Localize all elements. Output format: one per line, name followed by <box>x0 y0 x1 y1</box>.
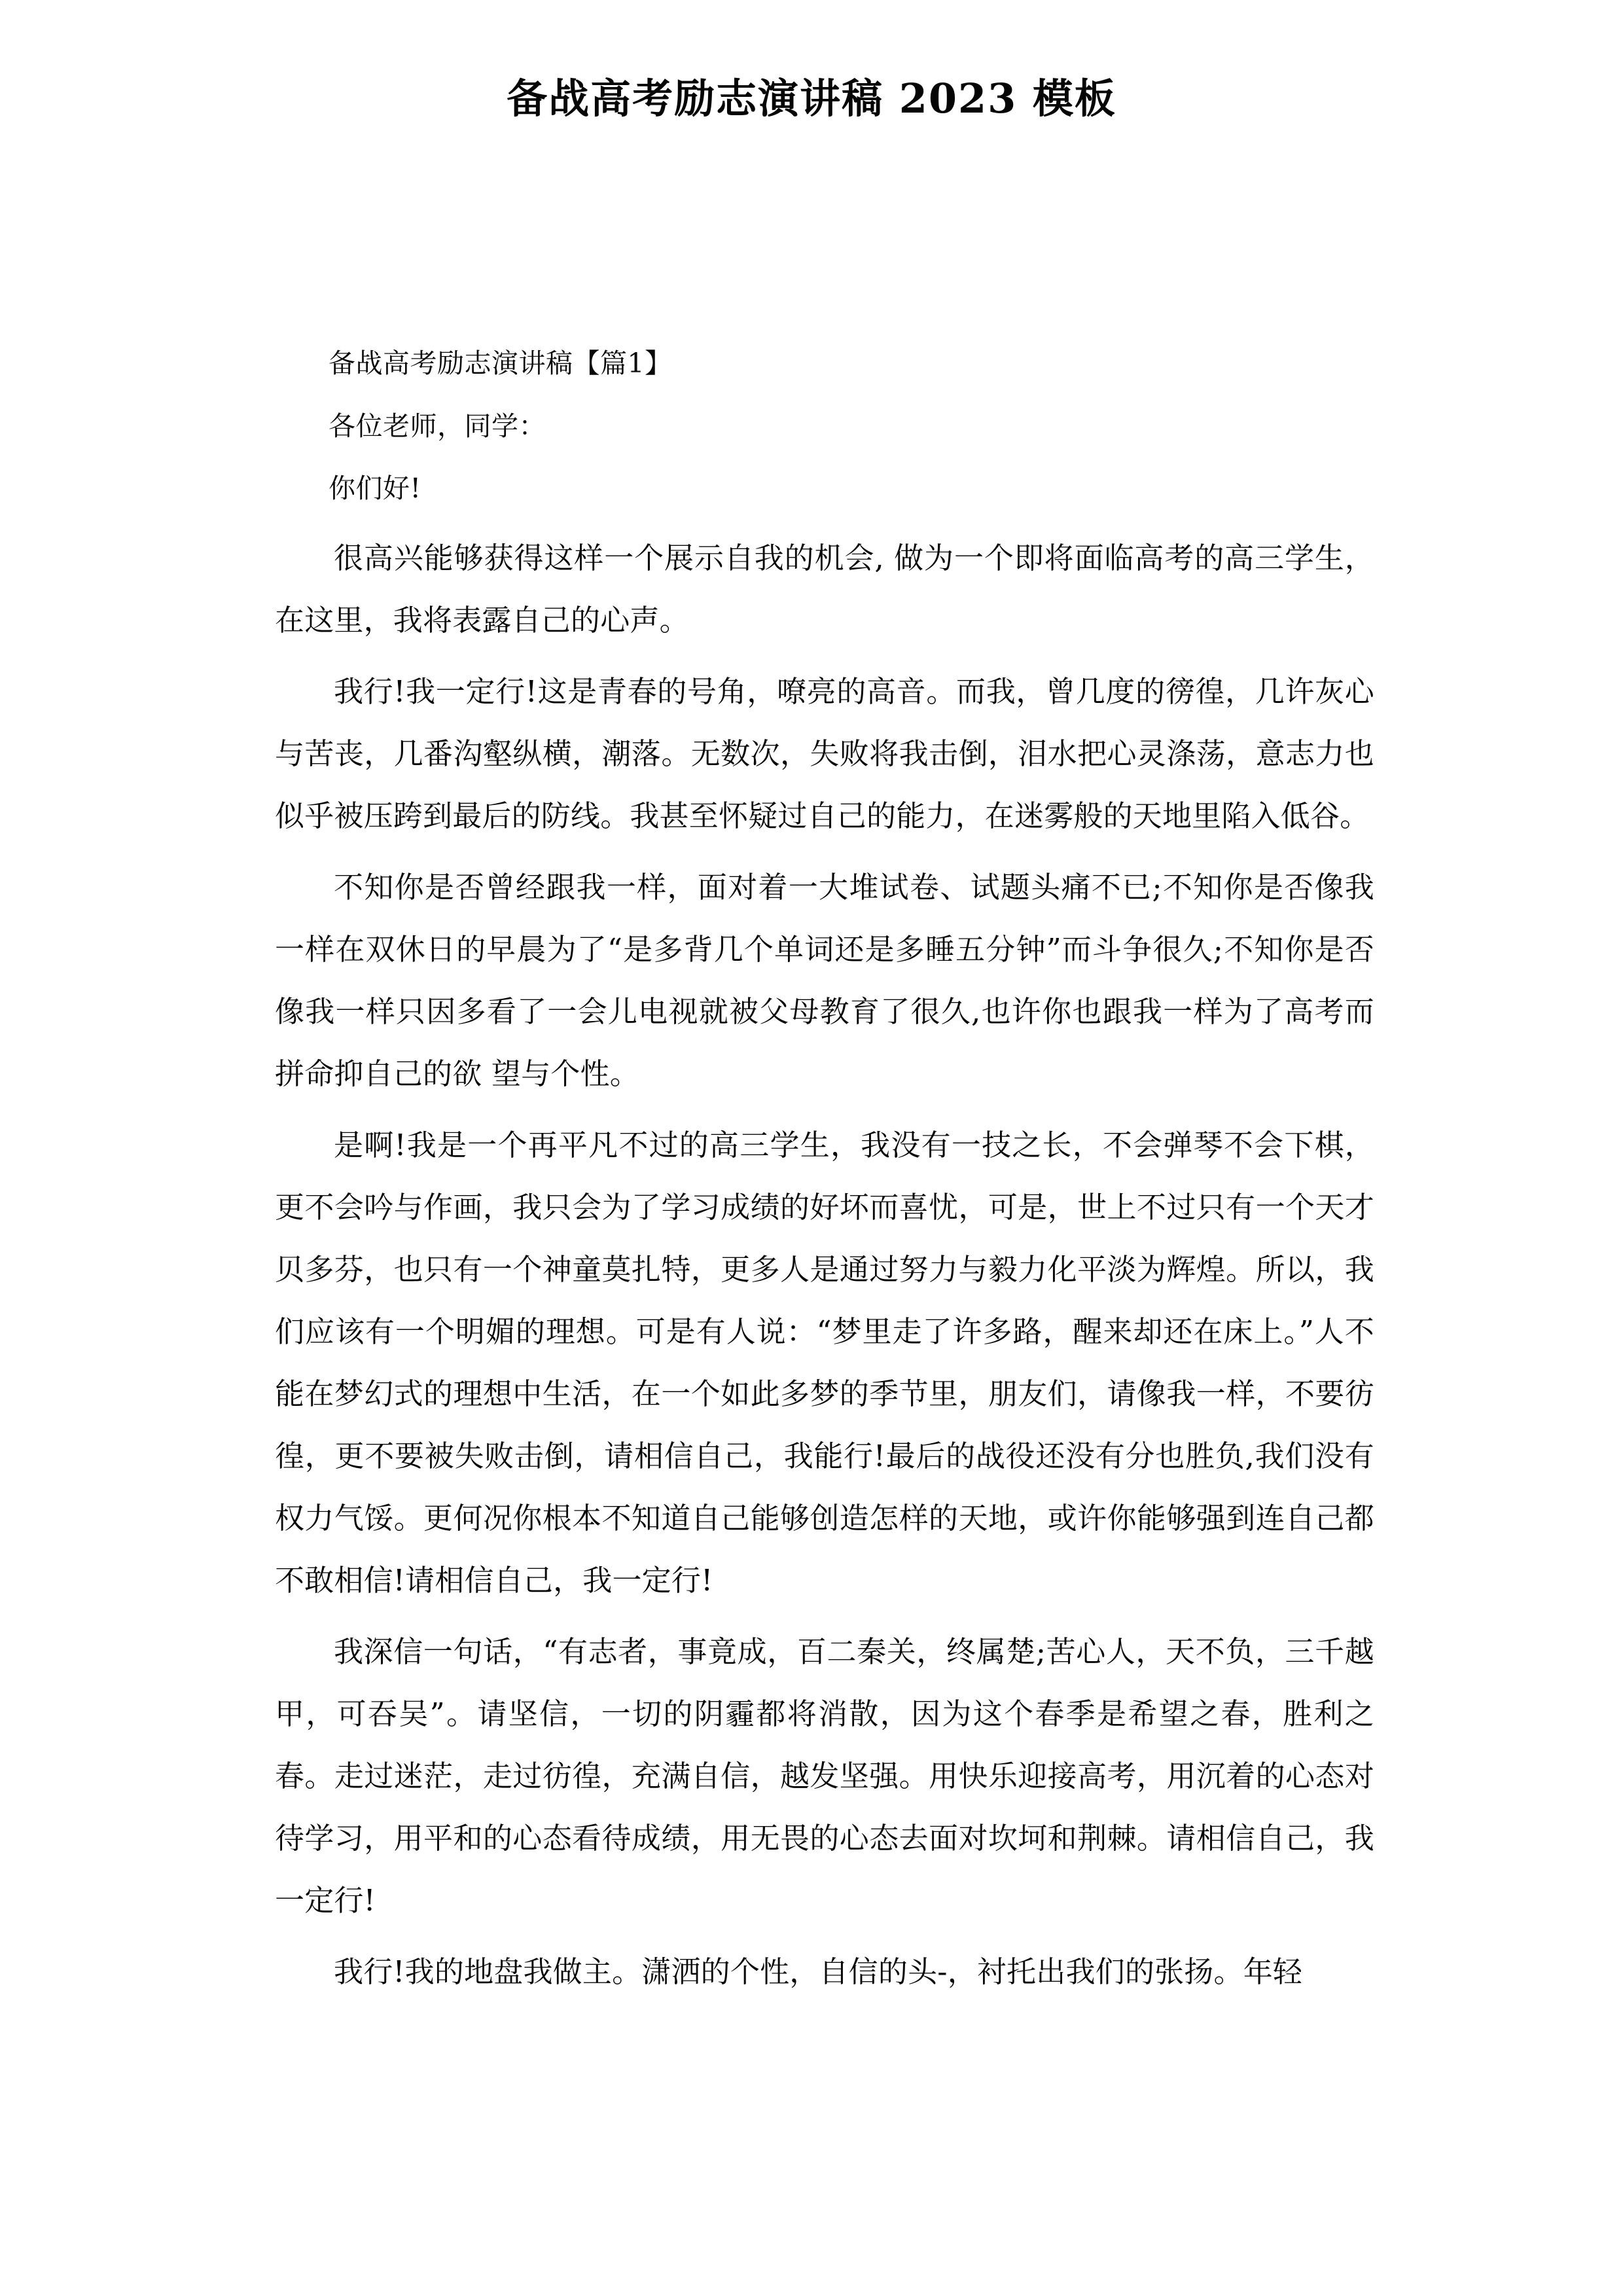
paragraph: 我深信一句话，“有志者，事竟成，百二秦关，终属楚;苦心人，天不负，三千越甲，可吞吴”。请坚信，一切的阴霾都将消散，因为这个春季是希望之春，胜利之春。走过迷茫，走过彷徨，充满自信，越发坚强。用快乐迎接高考，用沉着的心态对待学习，用平和的心态看待成绩，用无畏的心态去面对坎坷和荆棘。请相信自己，我一定行! <box>275 1634 1374 1918</box>
document-body <box>275 332 1374 2003</box>
paragraph: 我行!我的地盘我做主。潇洒的个性，自信的头-，衬托出我们的张扬。年轻 <box>334 1954 1303 1989</box>
paragraph: 不知你是否曾经跟我一样，面对着一大堆试卷、试题头痛不已;不知你是否像我一样在双休日的早晨为了“是多背几个单词还是多睡五分钟”而斗争很久;不知你是否像我一样只因多看了一会儿电视就被父母教育了很久,也许你也跟我一样为了高考而拼命抑自己的欲 望与个性。 <box>275 869 1374 1091</box>
paragraph: 我行!我一定行!这是青春的号角，嘹亮的高音。而我，曾几度的徬徨，几许灰心与苦丧，几番沟壑纵横，潮落。无数次，失败将我击倒，泪水把心灵涤荡，意志力也似乎被压跨到最后的防线。我甚至怀疑过自己的能力，在迷雾般的天地里陷入低谷。 <box>275 673 1374 833</box>
paragraph: 是啊!我是一个再平凡不过的高三学生，我没有一技之长，不会弹琴不会下棋，更不会吟与作画，我只会为了学习成绩的好坏而喜忧，可是，世上不过只有一个天才贝多芬，也只有一个神童莫扎特，更多人是通过努力与毅力化平淡为辉煌。所以，我们应该有一个明媚的理想。可是有人说：“梦里走了许多路，醒来却还在床上。”人不能在梦幻式的理想中生活，在一个如此多梦的季节里，朋友们，请像我一样，不要彷徨，更不要被失败击倒，请相信自己，我能行!最后的战役还没有分也胜负,我们没有权力气馁。更何况你根本不知道自己能够创造怎样的天地，或许你能够强到连自己都不敢相信!请相信自己，我一定行! <box>275 1127 1374 1598</box>
spacer <box>275 520 1374 527</box>
section-heading-piece-1: 备战高考励志演讲稿【篇1】 <box>329 348 672 379</box>
greeting-line: 你们好! <box>329 473 421 505</box>
page-title: 备战高考励志演讲稿 2023 模板 <box>507 75 1116 122</box>
salutation-line: 各位老师，同学： <box>329 410 546 442</box>
paragraph: 很高兴能够获得这样一个展示自我的机会, 做为一个即将面临高考的高三学生，在这里，我将表露自己的心声。 <box>275 540 1374 637</box>
